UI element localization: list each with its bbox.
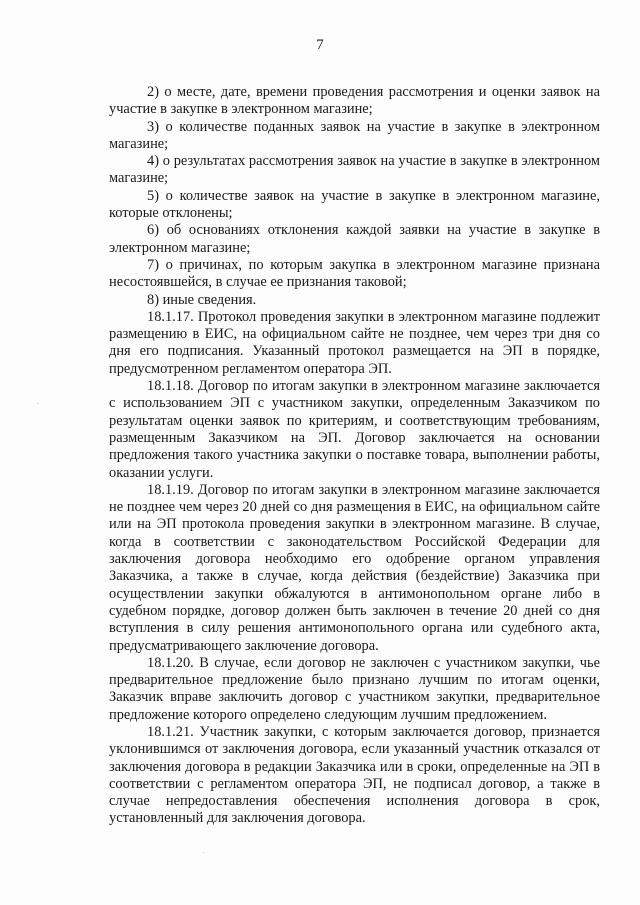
list-item-2: 2) о месте, дате, времени проведения рассмотрения и оценки заявок на участие в закупке в электронном магазине; xyxy=(109,84,600,118)
clause-18-1-19: 18.1.19. Договор по итогам закупки в электронном магазине заключается не позднее чем через 20 дней со дня размещения в ЕИС, на официальном сайте или на ЭП протокола проведения закупки в электронном магазине. В случае, когда в соответствии с законодательством Российской Федерации для заключения договора необходимо его одобрение органом управления Заказчика, а также в случае, когда действия (бездействие) Заказчика при осуществлении закупки обжалуются в антимонопольном органе либо в судебном порядке, договор должен быть заключен в течение 20 дней со дня вступления в силу решения антимонопольного органа или судебного акта, предусматривающего заключение договора. xyxy=(109,481,600,654)
clause-18-1-18: 18.1.18. Договор по итогам закупки в электронном магазине заключается с использованием ЭП с участником закупки, определенным Заказчиком по результатам оценки заявок по критериям, и соответствующим требованиям, размещенным Заказчиком на ЭП. Договор заключается на основании предложения такого участника закупки о поставке товара, выполнении работы, оказании услуги. xyxy=(109,378,600,481)
page-number: 7 xyxy=(316,37,324,53)
document-body xyxy=(109,84,600,828)
list-item-7: 7) о причинах, по которым закупка в электронном магазине признана несостоявшейся, в случае ее признания таковой; xyxy=(109,256,600,291)
clause-18-1-20: 18.1.20. В случае, если договор не заключен с участником закупки, чье предварительное предложение было признано лучшим по итогам оценки, Заказчик вправе заключить договор с участником закупки, предварительное предложение которого определено следующим лучшим предложением. xyxy=(109,654,600,723)
list-item-3: 3) о количестве поданных заявок на участие в закупке в электронном магазине; xyxy=(109,118,600,152)
list-item-6: 6) об основаниях отклонения каждой заявки на участие в закупке в электронном магазине; xyxy=(109,222,600,256)
list-item-8: 8) иные сведения. xyxy=(147,291,257,308)
clause-18-1-17: 18.1.17. Протокол проведения закупки в электронном магазине подлежит размещению в ЕИС, на официальном сайте не позднее, чем через три дня со дня его подписания. Указанный протокол размещается на ЭП в порядке, предусмотренном регламентом оператора ЭП. xyxy=(109,308,600,377)
list-item-4: 4) о результатах рассмотрения заявок на участие в закупке в электронном магазине; xyxy=(109,153,600,187)
clause-18-1-21: 18.1.21. Участник закупки, с которым заключается договор, признается уклонившимся от заключения договора, если указанный участник отказался от заключения договора в редакции Заказчика или в сроки, определенные на ЭП в соответствии с регламентом оператора ЭП, не подписал договор, а также в случае непредоставления обеспечения исполнения договора в срок, установленный для заключения договора. xyxy=(109,723,600,827)
scan-speck xyxy=(203,852,204,853)
scan-speck xyxy=(37,403,38,404)
list-item-5: 5) о количестве заявок на участие в закупке в электронном магазине, которые отклонены; xyxy=(109,187,600,222)
